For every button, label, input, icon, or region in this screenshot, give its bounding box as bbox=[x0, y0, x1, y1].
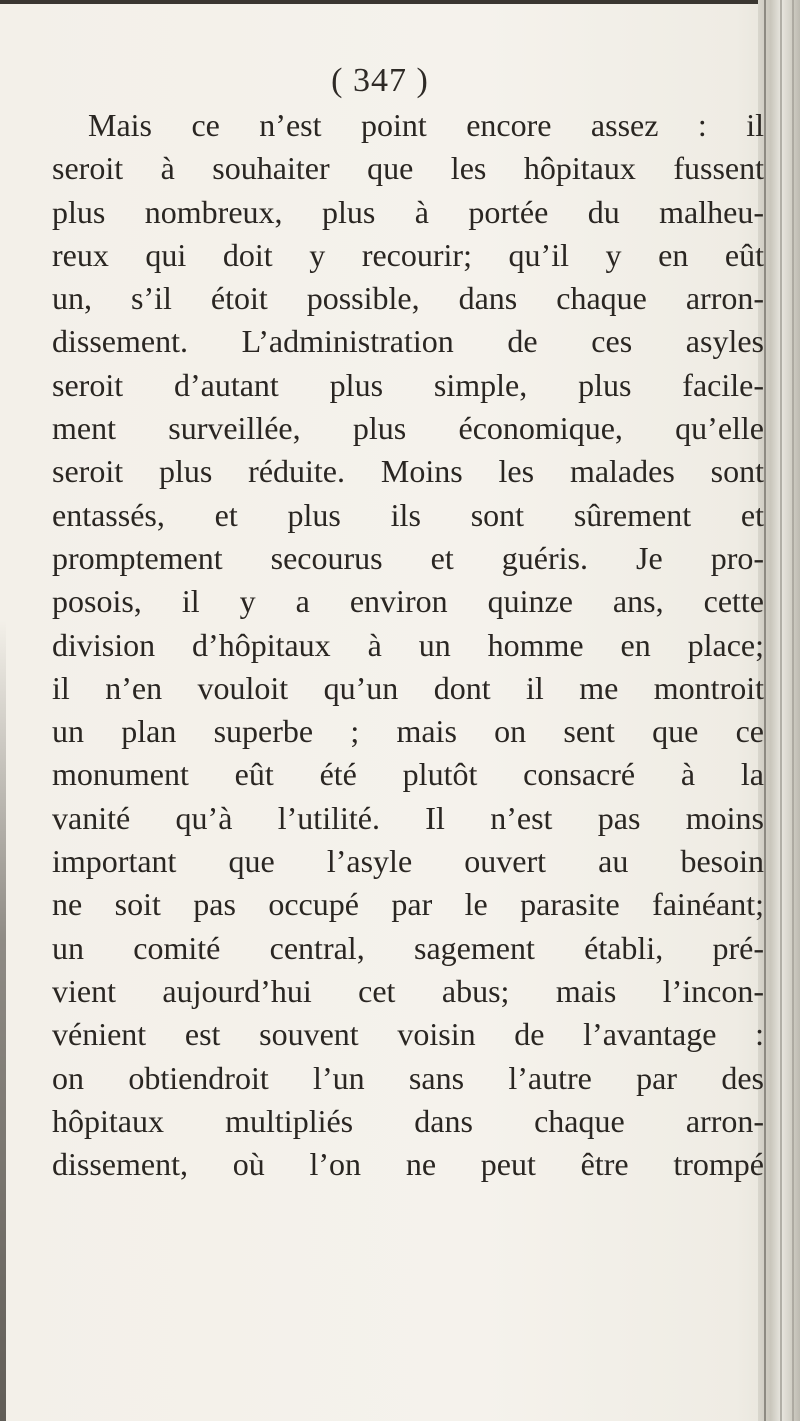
text-line: seroit à souhaiter que les hôpitaux fussent bbox=[52, 150, 764, 187]
text-line: vénient est souvent voisin de l’avantage : bbox=[52, 1016, 764, 1053]
body-text bbox=[52, 104, 764, 1186]
book-spine-edge bbox=[758, 0, 800, 1421]
left-edge-shadow bbox=[0, 620, 6, 1421]
text-line: reux qui doit y recourir; qu’il y en eût bbox=[52, 236, 764, 273]
spine-line bbox=[780, 0, 782, 1421]
spine-line bbox=[764, 0, 766, 1421]
page-number: ( 347 ) bbox=[331, 62, 429, 99]
text-line: seroit plus réduite. Moins les malades sont bbox=[52, 453, 764, 490]
text-line: ne soit pas occupé par le parasite fainéant; bbox=[52, 886, 764, 923]
text-line: entassés, et plus ils sont sûrement et bbox=[52, 496, 764, 533]
text-line: division d’hôpitaux à un homme en place; bbox=[52, 626, 764, 663]
text-line: plus nombreux, plus à portée du malheu- bbox=[52, 193, 764, 230]
top-edge-rule bbox=[0, 0, 760, 4]
text-line: important que l’asyle ouvert au besoin bbox=[52, 843, 764, 880]
text-line: monument eût été plutôt consacré à la bbox=[52, 756, 764, 793]
text-line: un comité central, sagement établi, pré- bbox=[52, 929, 764, 966]
text-line: vient aujourd’hui cet abus; mais l’incon- bbox=[52, 972, 764, 1009]
text-line: Mais ce n’est point encore assez : il bbox=[88, 107, 764, 143]
text-line: ment surveillée, plus économique, qu’elle bbox=[52, 410, 764, 447]
text-line: hôpitaux multipliés dans chaque arron- bbox=[52, 1102, 764, 1139]
text-line: promptement secourus et guéris. Je pro- bbox=[52, 539, 764, 576]
text-line: seroit d’autant plus simple, plus facile- bbox=[52, 366, 764, 403]
text-line: dissement, où l’on ne peut être trompé bbox=[52, 1146, 764, 1183]
text-line: un plan superbe ; mais on sent que ce bbox=[52, 713, 764, 750]
text-line: posois, il y a environ quinze ans, cette bbox=[52, 583, 764, 620]
text-line: vanité qu’à l’utilité. Il n’est pas moins bbox=[52, 799, 764, 836]
text-line: dissement. L’administration de ces asyles bbox=[52, 323, 764, 360]
text-line: il n’en vouloit qu’un dont il me montroit bbox=[52, 669, 764, 706]
spine-line bbox=[792, 0, 794, 1421]
text-line: on obtiendroit l’un sans l’autre par des bbox=[52, 1059, 764, 1096]
text-line: un, s’il étoit possible, dans chaque arron- bbox=[52, 280, 764, 317]
